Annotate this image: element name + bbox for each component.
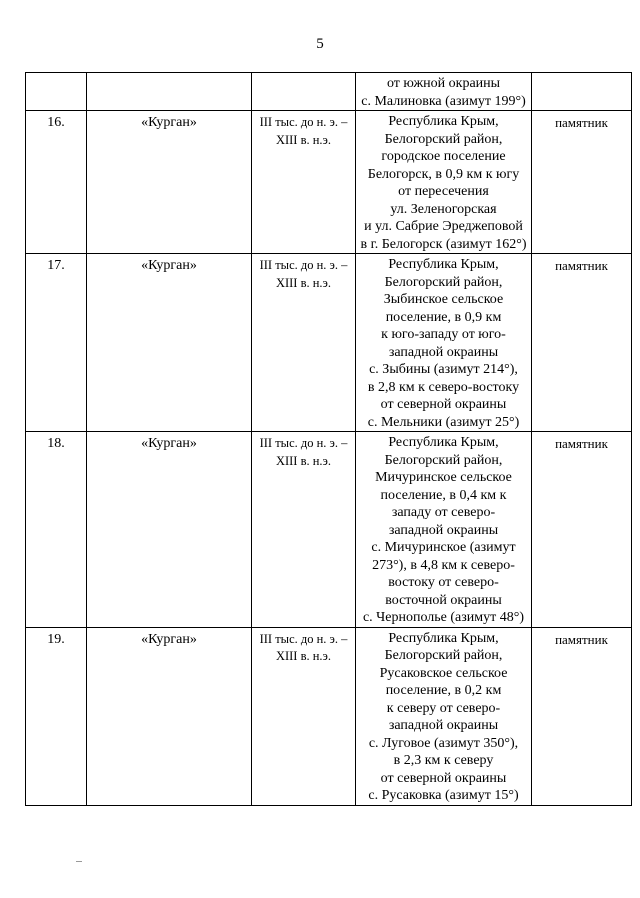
dating-cell [252,73,356,111]
location-line: с. Чернополье (азимут 48°) [362,610,525,625]
location-line: поселение, в 0,4 км к [380,487,507,503]
location-cell [356,254,532,432]
category-cell [532,73,632,111]
dating-cell [252,627,356,805]
number-cell [26,432,87,628]
location-line: западной окраины [388,522,499,538]
name-cell [87,627,252,805]
location-line: с. Малиновка (азимут 199°) [361,93,526,109]
row-number: 18. [47,436,65,451]
location-line: Республика Крым, [388,435,499,450]
location-line: Белогорский район, [384,452,503,468]
object-name: «Курган» [141,436,197,451]
table-row [26,254,632,432]
dating-cell [252,432,356,628]
table-row [26,627,632,805]
location-line: с. Мичуринское (азимут [371,540,516,555]
object-name: «Курган» [141,631,197,647]
location-line: Белогорский район, [384,274,503,290]
location-line: Республика Крым, [388,114,499,129]
category-label: памятник [555,631,608,647]
continuation-row [26,73,632,111]
location-line: городское поселение [381,149,506,164]
location-line: от пересечения [398,184,489,199]
category-cell [532,254,632,432]
name-cell [87,73,252,111]
location-line: востоку от северо- [388,575,499,590]
location-line: от северной окраины [380,397,507,412]
location-line: в 2,3 км к северу [393,753,494,768]
location-line: к юго-западу от юго- [381,327,506,342]
category-label: памятник [555,115,608,130]
number-cell [26,254,87,432]
location-line: и ул. Сабрие Эреджеповой [364,219,523,234]
location-line: Белогорск, в 0,9 км к югу [367,166,520,182]
location-cell [356,627,532,805]
dating-cell [252,111,356,254]
location-line: Русаковское сельское [379,665,508,681]
location-line: от северной окраины [380,770,507,786]
location-line: 273°), в 4,8 км к северо- [372,557,515,573]
dating-cell [252,254,356,432]
scan-mark [76,861,82,862]
row-number: 17. [47,258,65,273]
location-line: Республика Крым, [388,630,499,646]
row-number: 19. [47,631,65,647]
dating-line: XIII в. н.э. [275,132,332,147]
category-cell [532,432,632,628]
location-cell [356,73,532,111]
location-line: Республика Крым, [388,257,499,272]
location-line: в г. Белогорск (азимут 162°) [360,236,527,252]
table-row [26,111,632,254]
page-number: 5 [316,36,324,52]
category-label: памятник [555,436,608,451]
row-number: 16. [47,115,65,130]
name-cell [87,254,252,432]
dating-line: XIII в. н.э. [275,649,332,663]
location-line: Белогорский район, [384,131,503,147]
object-name: «Курган» [141,258,197,273]
heritage-registry-table [25,72,632,806]
category-label: памятник [555,258,608,273]
location-line: от южной окраины [386,76,501,91]
location-line: с. Зыбины (азимут 214°), [369,362,518,377]
location-cell [356,432,532,628]
category-cell [532,111,632,254]
number-cell [26,627,87,805]
category-cell [532,627,632,805]
dating-line: XIII в. н.э. [275,453,332,468]
dating-line: III тыс. до н. э. – [259,258,348,272]
object-name: «Курган» [141,115,197,130]
location-line: Мичуринское сельское [375,470,512,485]
number-cell [26,111,87,254]
table-body [26,73,632,806]
location-line: с. Луговое (азимут 350°), [368,735,519,751]
location-line: в 2,8 км к северо-востоку [367,379,520,395]
dating-line: III тыс. до н. э. – [259,631,348,646]
name-cell [87,432,252,628]
location-line: западной окраины [388,718,499,733]
location-line: Белогорский район, [384,648,503,663]
table-row [26,432,632,628]
location-line: с. Мельники (азимут 25°) [367,414,520,430]
name-cell [87,111,252,254]
location-line: западу от северо- [391,505,496,520]
dating-line: XIII в. н.э. [275,275,332,290]
number-cell [26,73,87,111]
location-line: к северу от северо- [386,700,501,716]
dating-line: III тыс. до н. э. – [259,436,348,450]
location-cell [356,111,532,254]
dating-line: III тыс. до н. э. – [259,115,348,129]
location-line: западной окраины [388,344,499,360]
location-line: поселение, в 0,2 км [385,683,502,698]
location-line: восточной окраины [385,592,502,608]
location-line: с. Русаковка (азимут 15°) [368,788,519,803]
location-line: поселение, в 0,9 км [385,309,502,325]
location-line: Зыбинское сельское [383,292,504,307]
location-line: ул. Зеленогорская [390,201,497,217]
